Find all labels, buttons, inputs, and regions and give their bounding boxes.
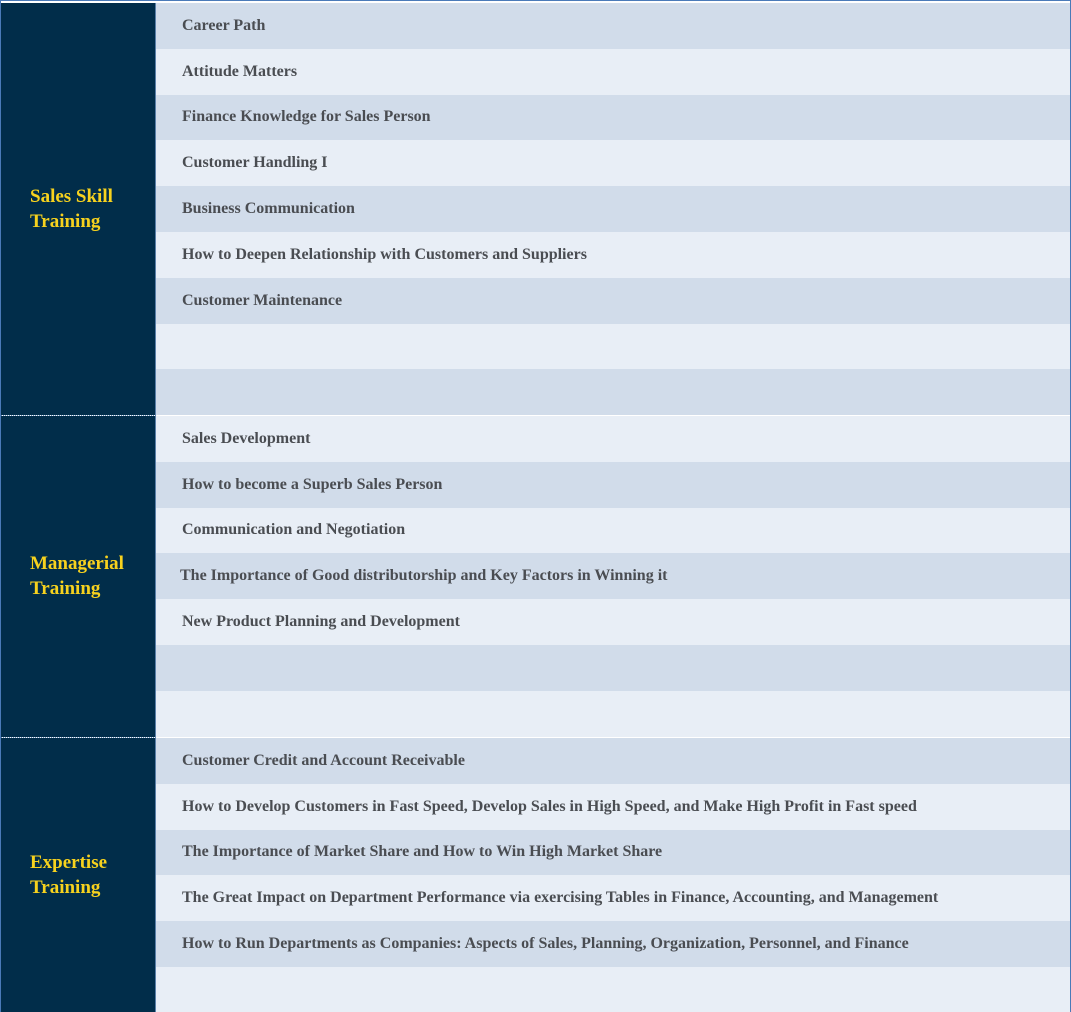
course-row: Career Path <box>156 3 1070 49</box>
course-row: How to Deepen Relationship with Customers and Suppliers <box>156 232 1070 278</box>
course-row-empty <box>156 967 1070 1012</box>
section-title-line2: Training <box>30 578 101 600</box>
course-row-empty <box>156 691 1070 737</box>
course-row: Communication and Negotiation <box>156 508 1070 554</box>
section-header-managerial <box>1 416 156 737</box>
course-row: Sales Development <box>156 416 1070 462</box>
course-list <box>156 738 1070 1012</box>
course-row-empty <box>156 369 1070 415</box>
course-row: The Great Impact on Department Performance via exercising Tables in Finance, Accounting, and Management <box>156 875 1070 921</box>
course-row: How to become a Superb Sales Person <box>156 462 1070 508</box>
course-row-empty <box>156 324 1070 370</box>
course-row: How to Run Departments as Companies: Aspects of Sales, Planning, Organization, Personnel, and Finance <box>156 921 1070 967</box>
section-sales-skill <box>1 3 1070 415</box>
course-row: Customer Credit and Account Receivable <box>156 738 1070 784</box>
course-row: The Importance of Good distributorship and Key Factors in Winning it <box>156 553 1070 599</box>
section-title-line1: Sales Skill <box>30 186 113 208</box>
section-managerial <box>1 416 1070 737</box>
course-row: How to Develop Customers in Fast Speed, Develop Sales in High Speed, and Make High Profit in Fast speed <box>156 784 1070 830</box>
course-row: The Importance of Market Share and How to Win High Market Share <box>156 830 1070 876</box>
course-row: Customer Maintenance <box>156 278 1070 324</box>
section-title-line2: Training <box>30 211 101 233</box>
section-header-expertise <box>1 738 156 1012</box>
course-row: New Product Planning and Development <box>156 599 1070 645</box>
section-title-line1: Expertise <box>30 852 108 874</box>
course-row: Business Communication <box>156 186 1070 232</box>
section-title-line2: Training <box>30 877 101 899</box>
course-row: Customer Handling I <box>156 140 1070 186</box>
course-list <box>156 416 1070 737</box>
section-expertise <box>1 738 1070 1012</box>
course-list <box>156 3 1070 415</box>
course-row: Attitude Matters <box>156 49 1070 95</box>
section-header-sales-skill <box>1 3 156 415</box>
section-title-line1: Managerial <box>30 553 124 575</box>
course-row: Finance Knowledge for Sales Person <box>156 95 1070 141</box>
course-row-empty <box>156 645 1070 691</box>
